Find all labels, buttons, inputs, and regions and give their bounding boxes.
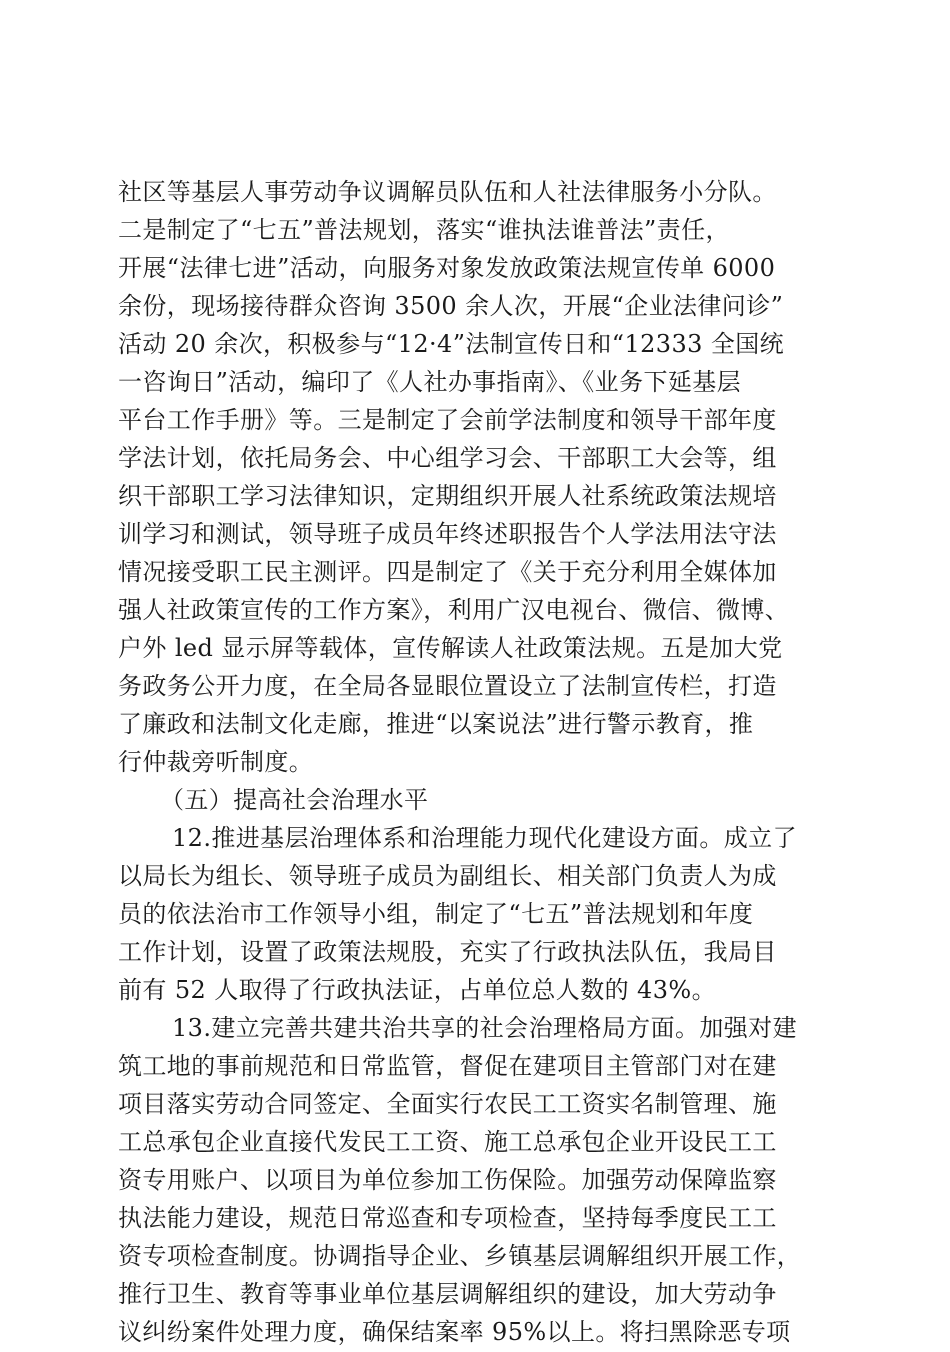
text-line: 资专项检查制度。协调指导企业、乡镇基层调解组织开展工作， <box>118 1242 802 1270</box>
section-heading: （五）提高社会治理水平 <box>160 786 429 814</box>
text-line: 户外 led 显示屏等载体，宣传解读人社政策法规。五是加大党 <box>118 634 783 662</box>
text-line: 执法能力建设，规范日常巡查和专项检查，坚持每季度民工工 <box>118 1204 777 1232</box>
text-line: 工作计划，设置了政策法规股，充实了行政执法队伍，我局目 <box>118 938 777 966</box>
paragraph-first-line: 12.推进基层治理体系和治理能力现代化建设方面。成立了 <box>172 824 797 852</box>
text-line: 工总承包企业直接代发民工工资、施工总承包企业开设民工工 <box>118 1128 777 1156</box>
text-line: 以局长为组长、领导班子成员为副组长、相关部门负责人为成 <box>118 862 777 890</box>
text-line: 二是制定了“七五”普法规划，落实“谁执法谁普法”责任， <box>118 216 730 244</box>
text-line: 一咨询日”活动，编印了《人社办事指南》、《业务下延基层 <box>118 368 742 396</box>
text-line: 平台工作手册》等。三是制定了会前学法制度和领导干部年度 <box>118 406 777 434</box>
text-line: 社区等基层人事劳动争议调解员队伍和人社法律服务小分队。 <box>118 178 777 206</box>
text-line: 资专用账户、以项目为单位参加工伤保险。加强劳动保障监察 <box>118 1166 777 1194</box>
text-line: 情况接受职工民主测评。四是制定了《关于充分利用全媒体加 <box>118 558 777 586</box>
text-line: 活动 20 余次，积极参与“12·4”法制宣传日和“12333 全国统 <box>118 330 785 358</box>
text-line: 项目落实劳动合同签定、全面实行农民工工资实名制管理、施 <box>118 1090 777 1118</box>
text-line: 前有 52 人取得了行政执法证，占单位总人数的 43%。 <box>118 976 716 1004</box>
text-line: 务政务公开力度，在全局各显眼位置设立了法制宣传栏，打造 <box>118 672 777 700</box>
text-line: 训学习和测试，领导班子成员年终述职报告个人学法用法守法 <box>118 520 777 548</box>
paragraph-first-line: 13.建立完善共建共治共享的社会治理格局方面。加强对建 <box>172 1014 797 1042</box>
text-line: 余份，现场接待群众咨询 3500 余人次，开展“企业法律问诊” <box>118 292 784 320</box>
text-line: 开展“法律七进”活动，向服务对象发放政策法规宣传单 6000 <box>118 254 776 282</box>
text-line: 议纠纷案件处理力度，确保结案率 95%以上。将扫黑除恶专项 <box>118 1318 791 1346</box>
text-line: 织干部职工学习法律知识，定期组织开展人社系统政策法规培 <box>118 482 777 510</box>
text-line: 行仲裁旁听制度。 <box>118 748 314 776</box>
text-line: 了廉政和法制文化走廊，推进“以案说法”进行警示教育，推 <box>118 710 754 738</box>
text-line: 推行卫生、教育等事业单位基层调解组织的建设，加大劳动争 <box>118 1280 777 1308</box>
text-line: 筑工地的事前规范和日常监管，督促在建项目主管部门对在建 <box>118 1052 777 1080</box>
text-line: 学法计划，依托局务会、中心组学习会、干部职工大会等，组 <box>118 444 777 472</box>
text-line: 员的依法治市工作领导小组，制定了“七五”普法规划和年度 <box>118 900 754 928</box>
text-line: 强人社政策宣传的工作方案》，利用广汉电视台、微信、微博、 <box>118 596 790 624</box>
